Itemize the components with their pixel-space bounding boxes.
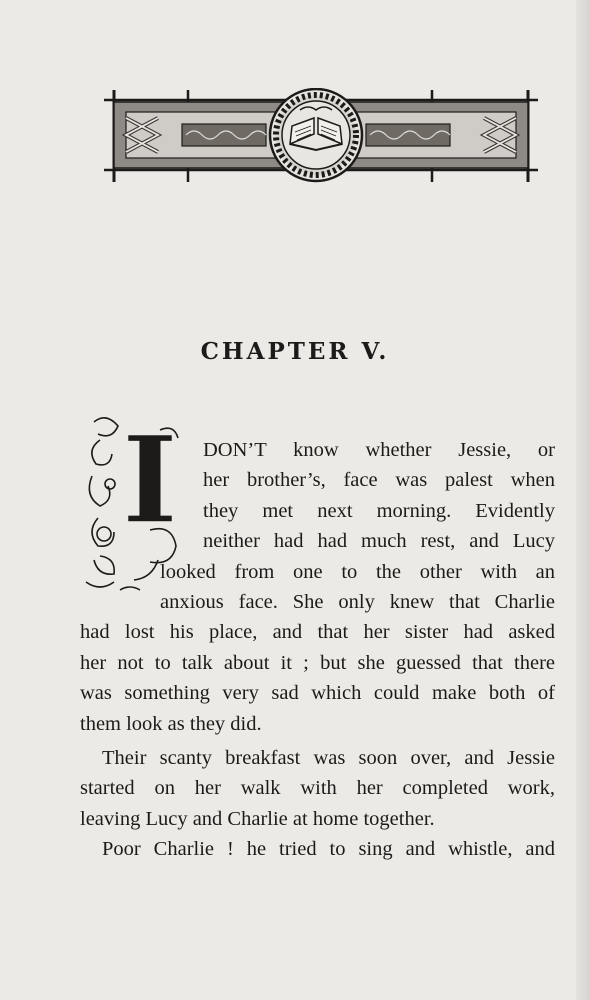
text-line: was something very sad which could make both of	[80, 682, 555, 705]
text-line: started on her walk with her completed work,	[80, 777, 555, 800]
text-line: Their scanty breakfast was soon over, and Jessie	[102, 746, 555, 769]
text-line: her not to talk about it ; but she guessed that there	[80, 651, 555, 674]
text-line: neither had had much rest, and Lucy	[203, 530, 555, 553]
text-line: DON’T know whether Jessie, or	[203, 439, 555, 461]
text-line: looked from one to the other with an	[160, 560, 555, 583]
text-line: Poor Charlie ! he tried to sing and whistle, and	[102, 838, 555, 861]
chapter-body-text	[80, 435, 555, 864]
page-edge-shadow	[576, 0, 590, 1000]
chapter-heading: CHAPTER V.	[200, 338, 390, 365]
ornamental-headpiece	[96, 88, 546, 188]
text-line: had lost his place, and that her sister had asked	[80, 621, 555, 644]
text-line: them look as they did.	[80, 712, 262, 735]
text-line: her brother’s, face was palest when	[203, 469, 555, 492]
text-line: they met next morning. Evidently	[203, 499, 555, 522]
text-line: anxious face. She only knew that Charlie	[160, 590, 555, 613]
drop-cap-letter: I	[121, 410, 179, 551]
text-line: leaving Lucy and Charlie at home together.	[80, 807, 435, 830]
